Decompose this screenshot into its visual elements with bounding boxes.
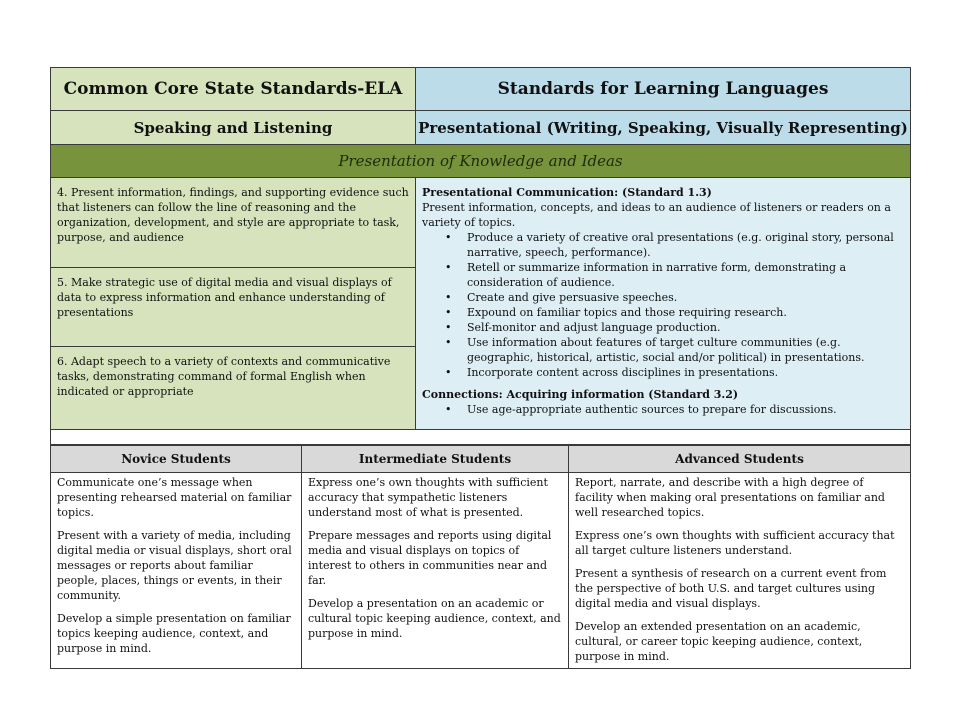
advanced-descriptors <box>569 473 911 669</box>
presentational-bullet-list <box>422 230 904 380</box>
bullet-icon: • <box>445 291 452 304</box>
list-item: • Incorporate content across disciplines in presentations. <box>445 366 779 379</box>
intermediate-descriptors <box>302 473 569 669</box>
bullet-icon: • <box>445 366 452 379</box>
connections-bullet-list <box>422 402 904 417</box>
proficiency-levels-table <box>50 445 911 669</box>
list-item: • Use information about features of target culture communities (e.g. geographic, historical, artistic, social and/or political) in presentations. <box>445 336 865 364</box>
advanced-heading: Advanced Students <box>569 446 911 473</box>
bullet-icon: • <box>445 261 452 274</box>
list-item: Develop an extended presentation on an academic, cultural, or career topic keeping audience, context, purpose in mind. <box>575 620 863 663</box>
standards-table <box>50 67 911 445</box>
ccss-standard-6: 6. Adapt speech to a variety of contexts and communicative tasks, demonstrating command of formal English when indicated or appropriate <box>51 347 416 430</box>
ccss-title: Common Core State Standards-ELA <box>51 68 416 111</box>
list-item: Communicate one’s message when presenting rehearsed material on familiar topics. <box>57 476 292 519</box>
intermediate-heading: Intermediate Students <box>302 446 569 473</box>
list-item: • Use age-appropriate authentic sources to prepare for discussions. <box>445 403 837 416</box>
list-item: • Create and give persuasive speeches. <box>445 291 678 304</box>
novice-heading: Novice Students <box>51 446 302 473</box>
list-item: • Expound on familiar topics and those requiring research. <box>445 306 787 319</box>
presentational-standards-cell <box>416 178 911 430</box>
table-spacer <box>51 430 911 445</box>
list-item: Express one’s own thoughts with sufficient accuracy that all target culture listeners understand. <box>575 529 895 557</box>
bullet-icon: • <box>445 403 452 416</box>
presentational-communication-heading: Presentational Communication: (Standard 1.3) <box>422 186 712 199</box>
section-band: Presentation of Knowledge and Ideas <box>51 145 911 178</box>
connections-heading: Connections: Acquiring information (Standard 3.2) <box>422 388 739 401</box>
list-item: Report, narrate, and describe with a high degree of facility when making oral presentations on familiar and well researched topics. <box>575 476 885 519</box>
speaking-listening-heading: Speaking and Listening <box>51 111 416 145</box>
list-item: • Self-monitor and adjust language production. <box>445 321 721 334</box>
list-item: Present with a variety of media, including digital media or visual displays, short oral messages or reports about familiar people, places, things or events, in their community. <box>57 529 292 602</box>
presentational-intro: Present information, concepts, and ideas to an audience of listeners or readers on a variety of topics. <box>422 201 891 229</box>
ccss-standard-4: 4. Present information, findings, and supporting evidence such that listeners can follow the line of reasoning and the organization, development, and style are appropriate to task, purpose, and audience <box>51 178 416 268</box>
list-item: Develop a simple presentation on familiar topics keeping audience, context, and purpose in mind. <box>57 612 291 655</box>
standards-document <box>50 67 910 669</box>
learning-languages-title: Standards for Learning Languages <box>416 68 911 111</box>
list-item: • Retell or summarize information in narrative form, demonstrating a consideration of audience. <box>445 261 847 289</box>
list-item: Prepare messages and reports using digital media and visual displays on topics of interest to others in communities near and far. <box>308 529 552 587</box>
novice-descriptors <box>51 473 302 669</box>
bullet-icon: • <box>445 336 452 349</box>
bullet-icon: • <box>445 321 452 334</box>
ccss-standard-5: 5. Make strategic use of digital media and visual displays of data to express information and enhance understanding of presentations <box>51 268 416 347</box>
list-item: Develop a presentation on an academic or cultural topic keeping audience, context, and purpose in mind. <box>308 597 561 640</box>
list-item: • Produce a variety of creative oral presentations (e.g. original story, personal narrative, speech, performance). <box>445 231 894 259</box>
presentational-heading: Presentational (Writing, Speaking, Visually Representing) <box>416 111 911 145</box>
bullet-icon: • <box>445 231 452 244</box>
list-item: Express one’s own thoughts with sufficient accuracy that sympathetic listeners understand most of what is presented. <box>308 476 548 519</box>
list-item: Present a synthesis of research on a current event from the perspective of both U.S. and target cultures using digital media and visual displays. <box>575 567 887 610</box>
bullet-icon: • <box>445 306 452 319</box>
